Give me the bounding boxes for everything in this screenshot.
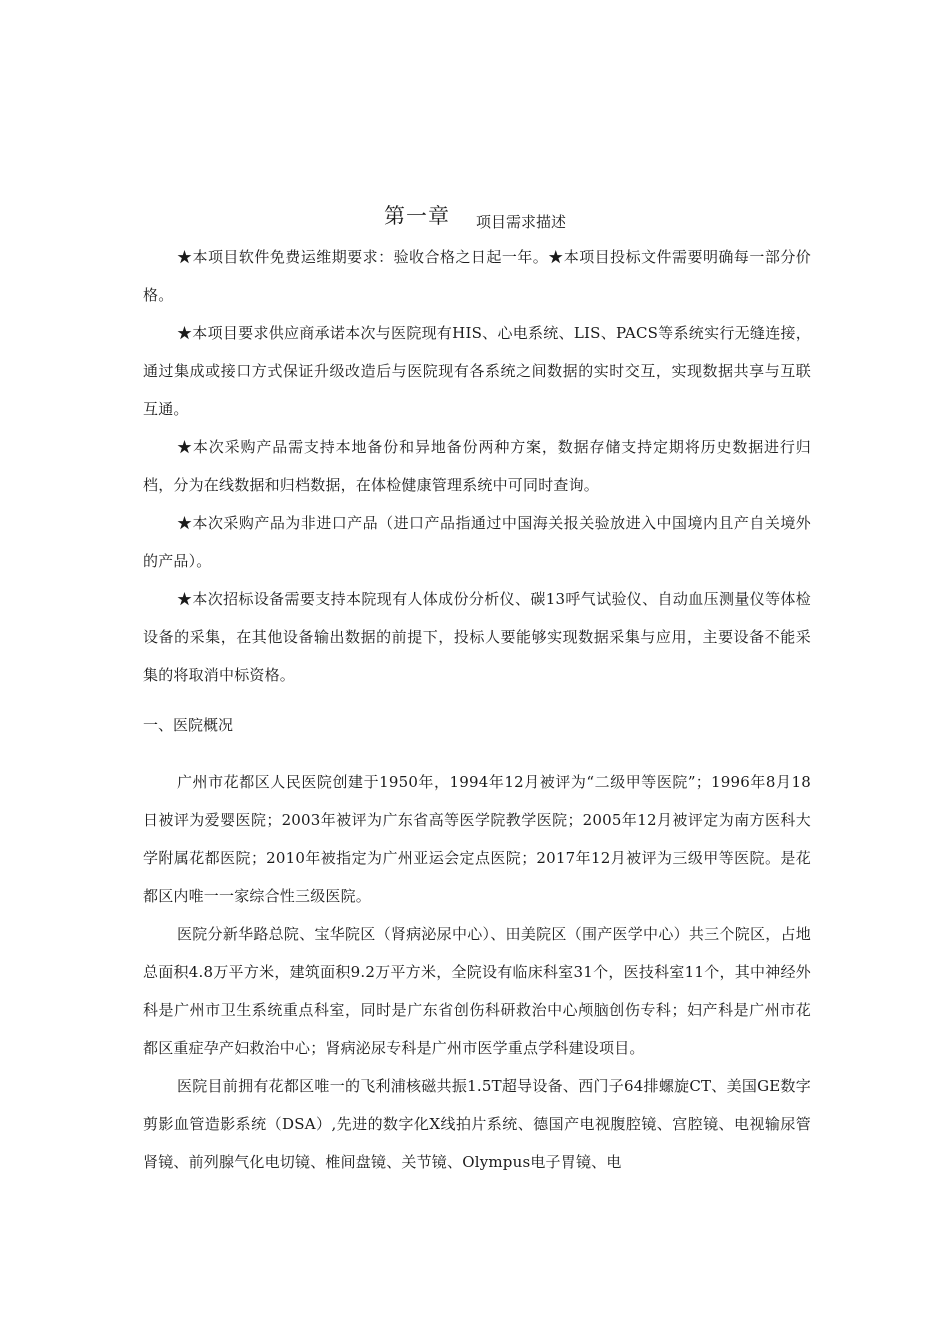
section-heading: 一、医院概况 [143,716,234,734]
requirement-paragraph: ★本次采购产品为非进口产品（进口产品指通过中国海关报关验放进入中国境内且产自关境外的产品）。 [143,514,811,570]
hospital-overview-block [143,763,811,1181]
overview-paragraph: 医院目前拥有花都区唯一的飞利浦核磁共振1.5T超导设备、西门子64排螺旋CT、美国GE数字剪影血管造影系统（DSA）,先进的数字化X线拍片系统、德国产电视腹腔镜、宫腔镜、电视输尿管肾镜、前列腺气化电切镜、椎间盘镜、关节镜、Olympus电子胃镜、电 [143,1077,811,1171]
overview-paragraph: 广州市花都区人民医院创建于1950年，1994年12月被评为“二级甲等医院”；1996年8月18日被评为爱婴医院；2003年被评为广东省高等医学院教学医院；2005年12月被评定为南方医科大学附属花都医院；2010年被指定为广州亚运会定点医院；2017年12月被评为三级甲等医院。是花都区内唯一一家综合性三级医院。 [143,773,811,905]
chapter-title: 项目需求描述 [475,213,566,231]
chapter-number: 第一章 [383,204,450,228]
requirements-block [143,238,811,694]
requirement-paragraph: ★本次招标设备需要支持本院现有人体成份分析仪、碳13呼气试验仪、自动血压测量仪等体检设备的采集，在其他设备输出数据的前提下，投标人要能够实现数据采集与应用，主要设备不能采集的将取消中标资格。 [143,590,811,684]
overview-paragraph: 医院分新华路总院、宝华院区（肾病泌尿中心）、田美院区（围产医学中心）共三个院区，占地总面积4.8万平方米，建筑面积9.2万平方米，全院设有临床科室31个，医技科室11个，其中神经外科是广州市卫生系统重点科室，同时是广东省创伤科研救治中心颅脑创伤专科；妇产科是广州市花都区重症孕产妇救治中心；肾病泌尿专科是广州市医学重点学科建设项目。 [143,925,811,1057]
requirement-paragraph: ★本项目软件免费运维期要求：验收合格之日起一年。★本项目投标文件需要明确每一部分价格。 [143,248,811,304]
requirement-paragraph: ★本项目要求供应商承诺本次与医院现有HIS、心电系统、LIS、PACS等系统实行无缝连接，通过集成或接口方式保证升级改造后与医院现有各系统之间数据的实时交互，实现数据共享与互联互通。 [143,324,811,418]
chapter-heading [0,200,950,230]
requirement-paragraph: ★本次采购产品需支持本地备份和异地备份两种方案，数据存储支持定期将历史数据进行归档，分为在线数据和归档数据，在体检健康管理系统中可同时查询。 [143,438,811,494]
